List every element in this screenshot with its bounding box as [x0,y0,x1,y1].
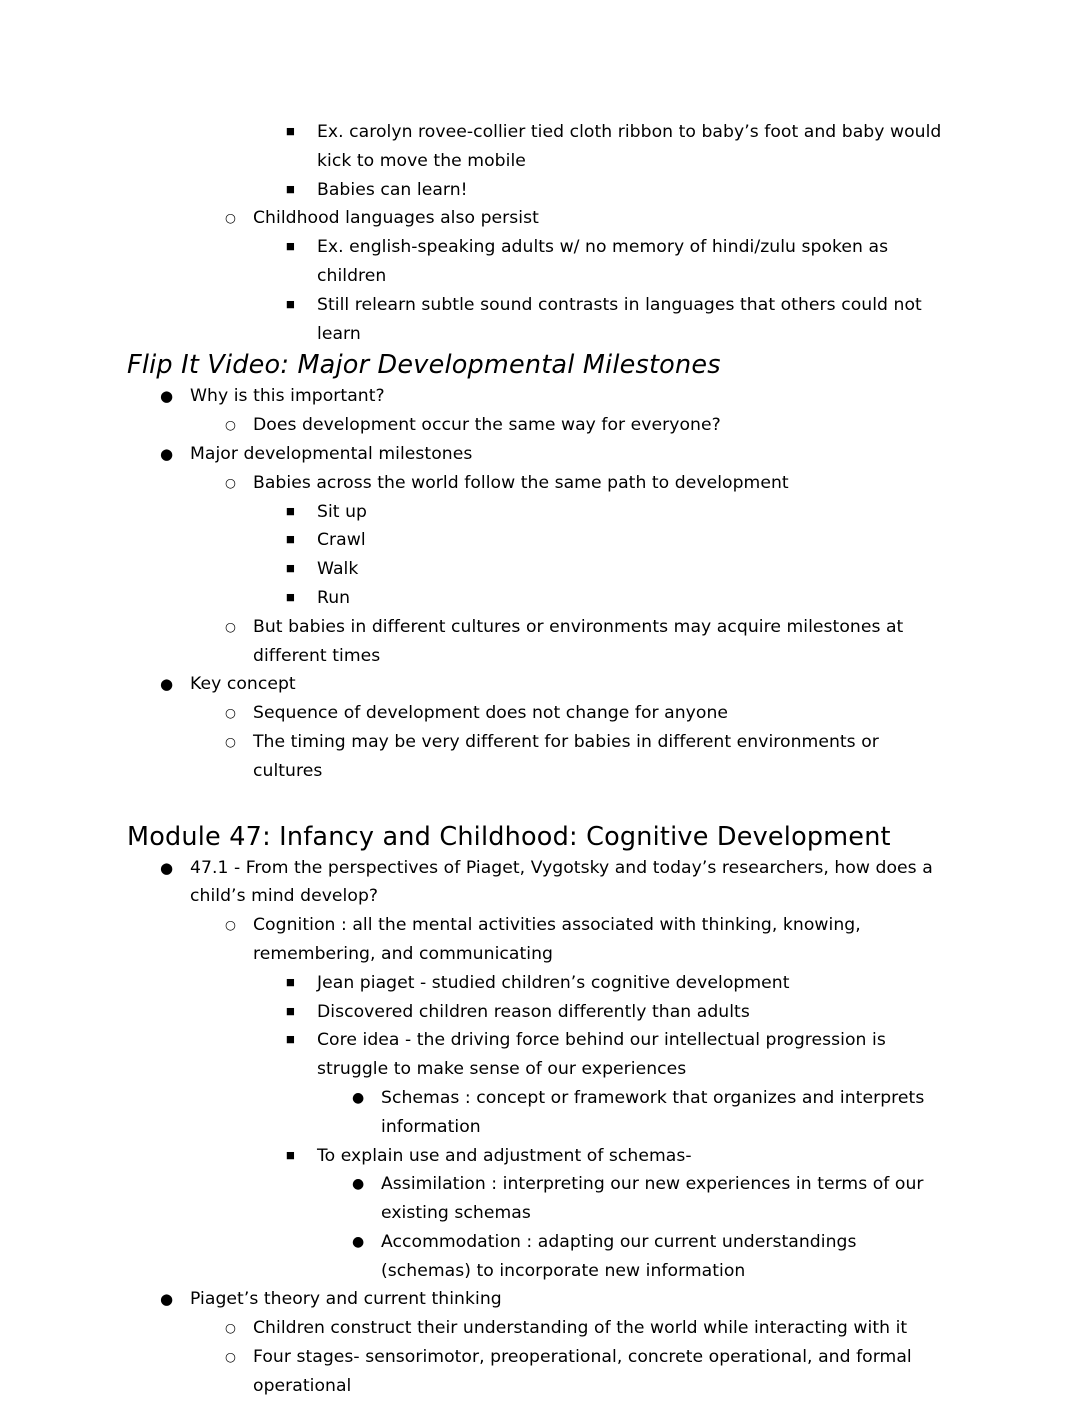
outline-item-text: Discovered children reason differently than adults [317,1001,750,1022]
outline-item-text: Walk [317,559,359,580]
filled-disc-bullet-icon [352,1170,364,1199]
outline-item-text: Jean piaget - studied children’s cognitive development [317,972,790,993]
outline-item-text: Sequence of development does not change for anyone [253,703,729,724]
hollow-circle-bullet-icon [225,204,236,233]
filled-disc-bullet-icon [352,1228,364,1257]
small-square-bullet-icon [286,118,295,147]
outline-item-text: Babies across the world follow the same path to development [253,472,789,493]
outline-item-level-3 [127,998,950,1027]
outline-item-text: Childhood languages also persist [253,208,539,229]
hollow-circle-bullet-icon [225,728,236,757]
outline-item-text: Major developmental milestones [190,443,473,464]
small-square-bullet-icon [286,998,295,1027]
outline-item-text: Still relearn subtle sound contrasts in languages that others could not learn [317,294,922,344]
outline-item-level-3 [127,969,950,998]
filled-disc-bullet-icon [160,670,173,699]
hollow-circle-bullet-icon [225,613,236,642]
outline-item-level-2 [127,1314,950,1343]
small-square-bullet-icon [286,498,295,527]
outline-item-level-2 [127,469,950,498]
outline-item-level-3 [127,176,950,205]
filled-disc-bullet-icon [160,1285,173,1314]
section-heading: Flip It Video: Major Developmental Milestones [127,350,721,381]
filled-disc-bullet-icon [160,440,173,469]
outline-item-text: Key concept [190,674,296,695]
hollow-circle-bullet-icon [225,469,236,498]
small-square-bullet-icon [286,291,295,320]
outline-item-level-3 [127,526,950,555]
outline-content [127,118,950,1401]
outline-item-text: Children construct their understanding of the world while interacting with it [253,1318,908,1339]
outline-item-level-2 [127,728,950,786]
outline-item-text: 47.1 - From the perspectives of Piaget, Vygotsky and today’s researchers, how does a child’s mind develop? [190,857,933,907]
outline-item-level-2 [127,613,950,671]
outline-item-level-3 [127,291,950,349]
small-square-bullet-icon [286,1142,295,1171]
outline-item-text: Crawl [317,530,366,551]
small-square-bullet-icon [286,1026,295,1055]
outline-item-text: Does development occur the same way for everyone? [253,415,721,436]
outline-item-text: To explain use and adjustment of schemas- [317,1145,692,1166]
outline-item-text: Run [317,587,351,608]
outline-item-level-3 [127,1026,950,1084]
outline-item-text: Cognition : all the mental activities associated with thinking, knowing, remembering, and communicating [253,915,861,964]
filled-disc-bullet-icon [160,382,173,411]
outline-item-level-4 [127,1228,950,1286]
outline-item-text: Why is this important? [190,386,385,407]
section-heading: Module 47: Infancy and Childhood: Cognitive Development [127,821,891,852]
outline-item-text: Accommodation : adapting our current understandings (schemas) to incorporate new information [381,1231,857,1281]
outline-item-level-3 [127,118,950,176]
hollow-circle-bullet-icon [225,1314,236,1343]
outline-item-level-1 [127,440,950,469]
hollow-circle-bullet-icon [225,911,236,940]
hollow-circle-bullet-icon [225,1343,236,1372]
outline-item-text: Piaget’s theory and current thinking [190,1289,502,1310]
outline-item-level-2 [127,699,950,728]
outline-item-level-3 [127,555,950,584]
small-square-bullet-icon [286,526,295,555]
outline-item-level-1 [127,382,950,411]
small-square-bullet-icon [286,555,295,584]
outline-item-level-2 [127,411,950,440]
outline-item-text: Assimilation : interpreting our new experiences in terms of our existing schemas [381,1174,924,1224]
outline-item-text: Sit up [317,501,367,522]
outline-item-text: Four stages- sensorimotor, preoperational, concrete operational, and formal operational [253,1347,912,1396]
outline-item-level-4 [127,1170,950,1228]
outline-item-level-4 [127,1084,950,1142]
hollow-circle-bullet-icon [225,699,236,728]
outline-item-level-2 [127,204,950,233]
outline-item-level-3 [127,233,950,291]
filled-disc-bullet-icon [352,1084,364,1113]
small-square-bullet-icon [286,969,295,998]
outline-item-level-3 [127,498,950,527]
small-square-bullet-icon [286,584,295,613]
outline-item-level-2 [127,911,950,969]
section-spacer [127,786,950,820]
outline-item-text: But babies in different cultures or environments may acquire milestones at different times [253,616,904,666]
outline-item-text: Ex. carolyn rovee-collier tied cloth ribbon to baby’s foot and baby would kick to move the mobile [317,122,942,171]
outline-item-text: The timing may be very different for babies in different environments or cultures [253,731,879,781]
filled-disc-bullet-icon [160,854,173,883]
outline-item-level-3 [127,1142,950,1171]
small-square-bullet-icon [286,176,295,205]
hollow-circle-bullet-icon [225,411,236,440]
outline-item-level-3 [127,584,950,613]
outline-item-text: Babies can learn! [317,179,468,200]
outline-item-text: Core idea - the driving force behind our intellectual progression is struggle to make sense of our experiences [317,1030,886,1080]
small-square-bullet-icon [286,233,295,262]
outline-item-level-1 [127,854,950,912]
outline-item-text: Schemas : concept or framework that organizes and interprets information [381,1087,925,1137]
outline-item-level-1 [127,1285,950,1314]
outline-item-level-2 [127,1343,950,1401]
outline-item-level-1 [127,670,950,699]
outline-item-text: Ex. english-speaking adults w/ no memory of hindi/zulu spoken as children [317,237,889,286]
